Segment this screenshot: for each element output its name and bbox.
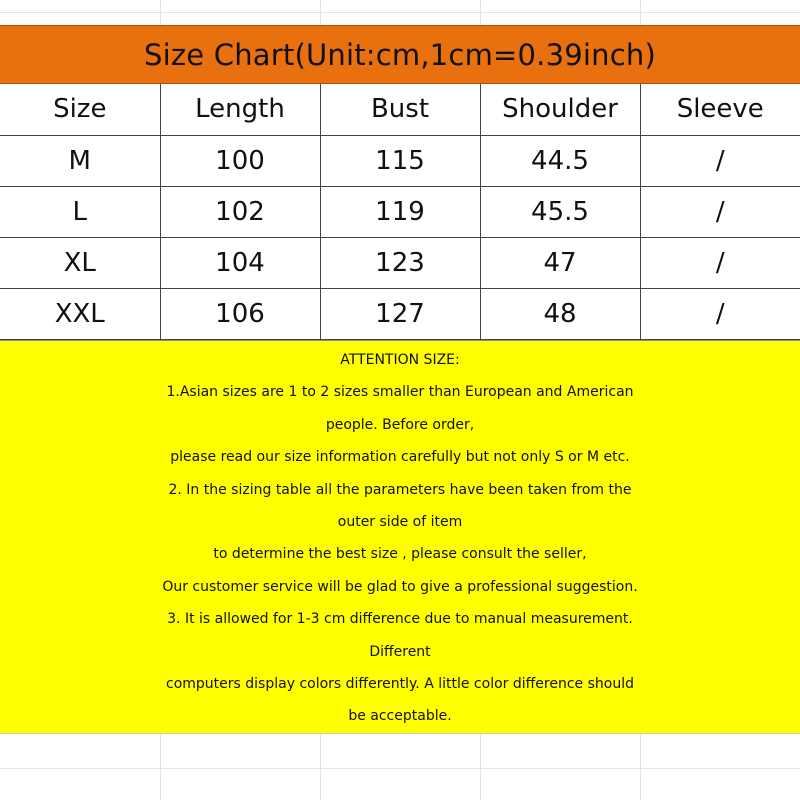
size-table (0, 84, 800, 340)
cell-length: 106 (160, 288, 320, 339)
cell-sleeve: / (640, 135, 800, 186)
note-line: 2. In the sizing table all the parameters have been taken from the (168, 481, 632, 498)
note-line: 3. It is allowed for 1-3 cm difference due to manual measurement. (167, 611, 633, 628)
grid-line (0, 12, 800, 13)
cell-sleeve: / (640, 288, 800, 339)
note-line: 1.Asian sizes are 1 to 2 sizes smaller than European and American (166, 384, 634, 401)
cell-bust: 115 (320, 135, 480, 186)
note-line: please read our size information carefully but not only S or M etc. (170, 449, 630, 466)
table-row (0, 186, 800, 237)
cell-bust: 119 (320, 186, 480, 237)
note-line: to determine the best size , please consult the seller, (213, 546, 587, 563)
note-line: people. Before order, (325, 416, 475, 433)
grid-line (0, 768, 800, 769)
header-length: Length (160, 84, 320, 135)
attention-notes (0, 340, 800, 734)
note-line: Different (369, 643, 431, 660)
cell-size: XXL (0, 288, 160, 339)
cell-sleeve: / (640, 186, 800, 237)
table-header-row (0, 84, 800, 135)
cell-length: 100 (160, 135, 320, 186)
cell-bust: 123 (320, 237, 480, 288)
cell-shoulder: 44.5 (480, 135, 640, 186)
note-line: be acceptable. (348, 708, 452, 725)
table-row (0, 288, 800, 339)
cell-length: 104 (160, 237, 320, 288)
cell-shoulder: 48 (480, 288, 640, 339)
cell-size: M (0, 135, 160, 186)
note-line: outer side of item (337, 514, 463, 531)
cell-shoulder: 45.5 (480, 186, 640, 237)
cell-size: XL (0, 237, 160, 288)
header-bust: Bust (320, 84, 480, 135)
cell-bust: 127 (320, 288, 480, 339)
header-size: Size (0, 84, 160, 135)
table-row (0, 237, 800, 288)
size-chart-title: Size Chart(Unit:cm,1cm=0.39inch) (0, 25, 800, 84)
cell-shoulder: 47 (480, 237, 640, 288)
notes-heading: ATTENTION SIZE: (340, 352, 460, 368)
cell-length: 102 (160, 186, 320, 237)
note-line: Our customer service will be glad to give a professional suggestion. (162, 578, 638, 595)
header-shoulder: Shoulder (480, 84, 640, 135)
note-line: computers display colors differently. A little color difference should (166, 676, 634, 693)
cell-size: L (0, 186, 160, 237)
header-sleeve: Sleeve (640, 84, 800, 135)
cell-sleeve: / (640, 237, 800, 288)
table-row (0, 135, 800, 186)
